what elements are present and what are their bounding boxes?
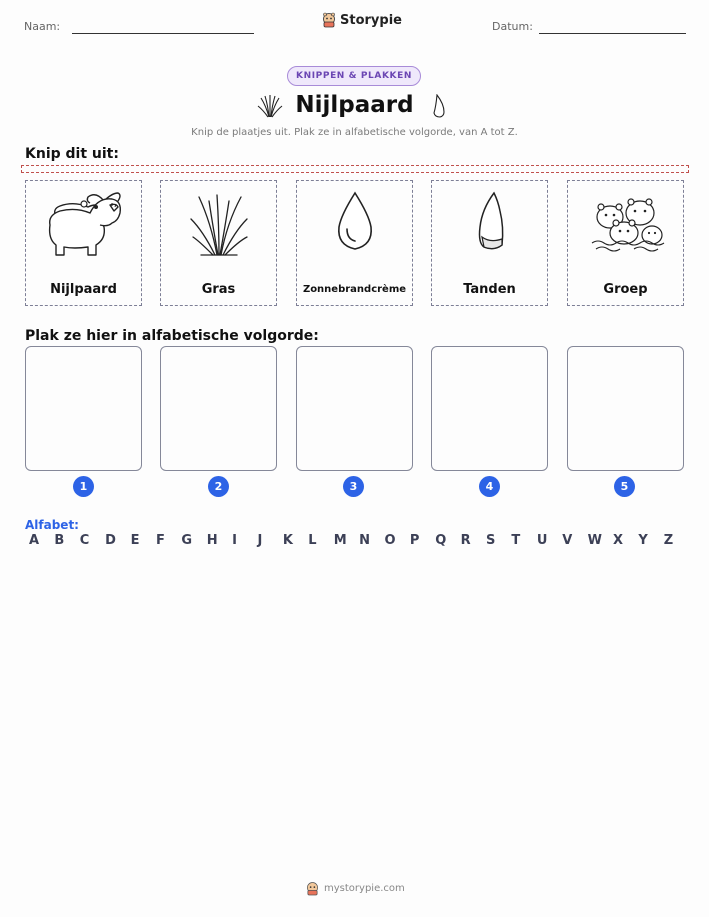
alphabet-letter: O — [384, 533, 396, 548]
paste-box-5[interactable] — [567, 346, 684, 471]
cut-card-hippo[interactable] — [25, 180, 142, 306]
alphabet-letter: X — [612, 533, 624, 548]
droplet-icon — [297, 187, 414, 267]
alphabet-letter: I — [232, 533, 237, 548]
activity-badge: KNIPPEN & PLAKKEN — [287, 66, 421, 86]
footer-url[interactable]: mystorypie.com — [324, 883, 405, 894]
tooth-icon — [432, 187, 549, 267]
alphabet-letter: H — [206, 533, 218, 548]
alphabet-letter: K — [282, 533, 293, 548]
alphabet-letter: N — [359, 533, 370, 548]
hippo-icon — [26, 187, 143, 267]
paste-box-1[interactable] — [25, 346, 142, 471]
cut-card-sunscreen[interactable] — [296, 180, 413, 306]
number-badge: 3 — [343, 476, 364, 497]
footer — [306, 881, 405, 896]
alphabet-letter: G — [181, 533, 193, 548]
grass-icon — [161, 187, 278, 267]
alphabet-letter: A — [29, 533, 40, 548]
date-label: Datum: — [492, 20, 533, 33]
storypie-logo — [322, 12, 402, 28]
cut-card-group[interactable] — [567, 180, 684, 306]
number-badge: 1 — [73, 476, 94, 497]
alphabet-letter: Z — [663, 533, 674, 548]
storypie-mascot-icon — [322, 12, 336, 28]
card-label: Zonnebrandcrème — [302, 284, 407, 295]
alphabet-letter: C — [79, 533, 90, 548]
name-label: Naam: — [24, 20, 61, 33]
paste-box-4[interactable] — [431, 346, 548, 471]
paste-heading: Plak ze hier in alfabetische volgorde: — [25, 328, 319, 344]
number-badge: 5 — [614, 476, 635, 497]
cut-card-grass[interactable] — [160, 180, 277, 306]
alphabet-letter: R — [460, 533, 471, 548]
card-label: Gras — [201, 282, 236, 297]
alphabet-letter: M — [333, 533, 347, 548]
cut-card-teeth[interactable] — [431, 180, 548, 306]
alphabet-letter: J — [257, 533, 263, 548]
alphabet-letter: D — [105, 533, 116, 548]
alphabet-letter: V — [562, 533, 573, 548]
alphabet-letter: E — [130, 533, 140, 548]
alphabet-letter: T — [511, 533, 521, 548]
alphabet-letter: U — [536, 533, 548, 548]
card-label: Tanden — [463, 282, 516, 297]
number-badge: 2 — [208, 476, 229, 497]
alphabet-letter: B — [54, 533, 65, 548]
page-title: Nijlpaard — [295, 92, 414, 118]
paste-box-2[interactable] — [160, 346, 277, 471]
paste-box-3[interactable] — [296, 346, 413, 471]
hippo-group-icon — [568, 187, 685, 267]
number-badge: 4 — [479, 476, 500, 497]
instructions: Knip de plaatjes uit. Plak ze in alfabetische volgorde, van A tot Z. — [191, 127, 518, 138]
alphabet-letter: P — [409, 533, 420, 548]
alphabet-letter: Y — [638, 533, 648, 548]
card-label: Nijlpaard — [50, 282, 117, 297]
card-label: Groep — [603, 282, 648, 297]
alphabet-letter: Q — [435, 533, 447, 548]
alphabet-letter: W — [587, 533, 602, 548]
cut-line — [21, 165, 689, 173]
name-line[interactable] — [72, 33, 254, 34]
cut-heading: Knip dit uit: — [25, 146, 119, 162]
alphabet-letter: F — [155, 533, 165, 548]
date-line[interactable] — [539, 33, 686, 34]
alphabet-row — [29, 533, 689, 548]
alphabet-letter: S — [486, 533, 496, 548]
logo-text: Storypie — [340, 12, 402, 28]
alphabet-letter: L — [308, 533, 317, 548]
tooth-decoration-icon — [432, 94, 446, 118]
storypie-mascot-icon — [306, 881, 319, 896]
alphabet-label: Alfabet: — [25, 518, 79, 532]
